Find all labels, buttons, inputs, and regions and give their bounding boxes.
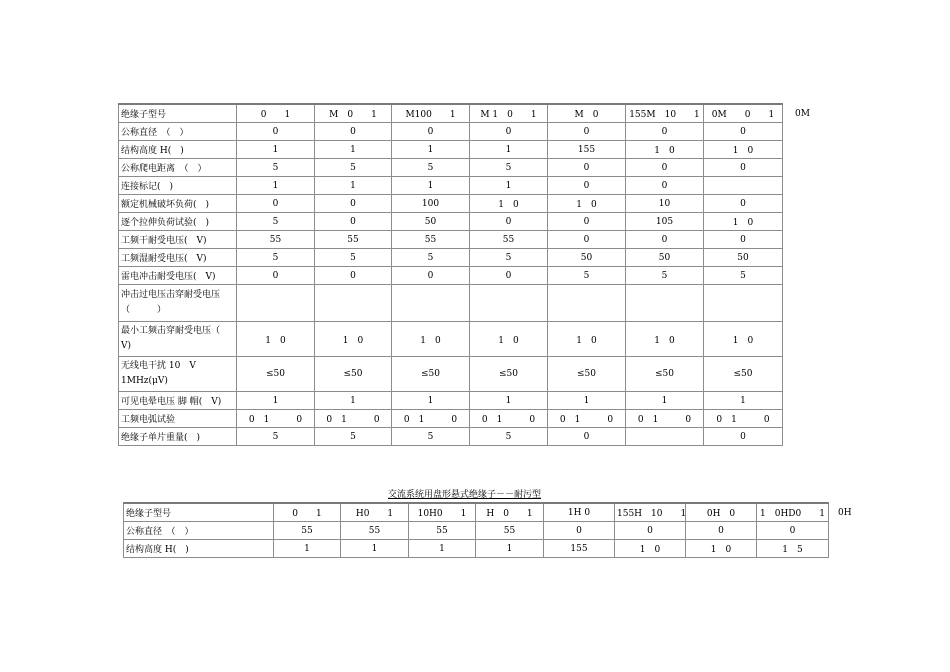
table-cell: 0 1 bbox=[274, 503, 341, 522]
table-cell: 5 bbox=[392, 159, 470, 177]
table-cell: 55 bbox=[274, 522, 341, 540]
table-cell: 1 0 bbox=[704, 213, 783, 231]
table-cell: 1 bbox=[470, 392, 548, 410]
table-cell: ≤50 bbox=[237, 357, 315, 392]
table-cell: 1 bbox=[237, 177, 315, 195]
row-label: 结构高度 H( ) bbox=[119, 141, 237, 159]
table-cell: 0 bbox=[626, 123, 704, 141]
table-cell: 1 bbox=[315, 141, 392, 159]
table-cell bbox=[626, 428, 704, 446]
table-cell: 0 bbox=[237, 195, 315, 213]
table-cell: 1 0 bbox=[626, 141, 704, 159]
table-row bbox=[119, 428, 783, 446]
table-cell bbox=[470, 285, 548, 322]
row-label: 额定机械破坏负荷( ) bbox=[119, 195, 237, 213]
row-label: 工频干耐受电压( V) bbox=[119, 231, 237, 249]
table-cell: 1 bbox=[341, 540, 409, 558]
table-cell: M100 1 bbox=[392, 104, 470, 123]
table-cell: 1 bbox=[392, 141, 470, 159]
table-cell: ≤50 bbox=[626, 357, 704, 392]
table-cell: ≤50 bbox=[315, 357, 392, 392]
table-cell: 1 0 bbox=[626, 322, 704, 357]
table-cell: 0 bbox=[392, 267, 470, 285]
table-cell: 0 bbox=[470, 213, 548, 231]
table-cell: 1H 0 bbox=[544, 503, 615, 522]
table-cell: 0 1 0 bbox=[237, 410, 315, 428]
table-cell: 1 0 bbox=[470, 195, 548, 213]
table-cell: 10 bbox=[626, 195, 704, 213]
table-cell: H 0 1 bbox=[476, 503, 544, 522]
table-cell: 5 bbox=[237, 249, 315, 267]
table-cell: 55 bbox=[476, 522, 544, 540]
table-cell: 0 1 0 bbox=[704, 410, 783, 428]
row-label: 工频湿耐受电压( V) bbox=[119, 249, 237, 267]
table-cell: 5 bbox=[626, 267, 704, 285]
table-cell: 1 bbox=[315, 177, 392, 195]
table-row bbox=[119, 267, 783, 285]
table-cell: 0 bbox=[704, 231, 783, 249]
table-cell: 1 bbox=[476, 540, 544, 558]
table-row bbox=[119, 231, 783, 249]
table-row bbox=[119, 159, 783, 177]
table-cell: 1 bbox=[237, 392, 315, 410]
table-cell: 5 bbox=[315, 249, 392, 267]
table-cell: 55 bbox=[392, 231, 470, 249]
table-cell bbox=[626, 285, 704, 322]
table-cell: 0 bbox=[626, 159, 704, 177]
table-cell: 0 1 0 bbox=[392, 410, 470, 428]
table-cell: 5 bbox=[470, 159, 548, 177]
table-cell: 0 1 0 bbox=[626, 410, 704, 428]
table-row bbox=[124, 540, 829, 558]
table-cell: 0 1 0 bbox=[548, 410, 626, 428]
table-row bbox=[119, 195, 783, 213]
row-label: 最小工频击穿耐受电压（ V) bbox=[119, 322, 237, 357]
row-label: 工频电弧试验 bbox=[119, 410, 237, 428]
table-cell: 0 bbox=[315, 195, 392, 213]
table-cell: 0 bbox=[548, 123, 626, 141]
table-cell: 155M 10 1 bbox=[626, 104, 704, 123]
table-cell: 155H 10 1 bbox=[615, 503, 686, 522]
row-label: 绝缘子单片重量( ) bbox=[119, 428, 237, 446]
table-cell: 50 bbox=[626, 249, 704, 267]
table-row bbox=[124, 522, 829, 540]
table-cell: 0 bbox=[237, 123, 315, 141]
table-cell: 1 bbox=[470, 141, 548, 159]
table-cell: 0 bbox=[757, 522, 829, 540]
table-cell: 0 bbox=[470, 123, 548, 141]
table-cell: 0 bbox=[615, 522, 686, 540]
table-cell: 55 bbox=[237, 231, 315, 249]
table-cell: M 1 0 1 bbox=[470, 104, 548, 123]
table-cell: 5 bbox=[315, 159, 392, 177]
table-cell: M 0 1 bbox=[315, 104, 392, 123]
table-cell: 10H0 1 bbox=[409, 503, 476, 522]
table-cell: 1 5 bbox=[757, 540, 829, 558]
table-cell: 5 bbox=[237, 159, 315, 177]
table1-overflow-text: 0M bbox=[795, 109, 810, 119]
table-cell: 1 bbox=[315, 392, 392, 410]
table-cell: 50 bbox=[392, 213, 470, 231]
table-row bbox=[119, 249, 783, 267]
table-cell: ≤50 bbox=[548, 357, 626, 392]
table-cell: 0 1 0 bbox=[470, 410, 548, 428]
table-cell: 1 bbox=[392, 392, 470, 410]
table-cell: 55 bbox=[341, 522, 409, 540]
insulator-spec-table bbox=[118, 103, 783, 446]
table-cell: 1 bbox=[392, 177, 470, 195]
table-cell: 1 0 bbox=[470, 322, 548, 357]
table-row bbox=[119, 213, 783, 231]
table-cell: 0 bbox=[548, 213, 626, 231]
table-cell: 1 bbox=[626, 392, 704, 410]
table-cell: ≤50 bbox=[392, 357, 470, 392]
table-cell: 1 0 bbox=[392, 322, 470, 357]
table-cell: 1 bbox=[274, 540, 341, 558]
table-cell: 0 bbox=[548, 231, 626, 249]
table-cell bbox=[237, 285, 315, 322]
table-cell: 0 1 bbox=[237, 104, 315, 123]
table2-overflow-text: 0H bbox=[838, 508, 852, 518]
table-cell: 100 bbox=[392, 195, 470, 213]
row-label: 连接标记( ) bbox=[119, 177, 237, 195]
table-cell: 1 0 bbox=[548, 322, 626, 357]
antifouling-insulator-spec-table bbox=[123, 502, 829, 558]
table-cell: 0 bbox=[686, 522, 757, 540]
table-cell: 55 bbox=[409, 522, 476, 540]
row-label: 雷电冲击耐受电压( V) bbox=[119, 267, 237, 285]
table-cell bbox=[704, 177, 783, 195]
table-cell: 0 1 0 bbox=[315, 410, 392, 428]
table-cell bbox=[548, 285, 626, 322]
table-cell: 1 0 bbox=[315, 322, 392, 357]
table-cell: 0 bbox=[315, 123, 392, 141]
table-cell: 1 0 bbox=[704, 141, 783, 159]
table-cell: 0 bbox=[626, 231, 704, 249]
row-label: 逐个拉伸负荷试验( ) bbox=[119, 213, 237, 231]
table-cell: 5 bbox=[237, 428, 315, 446]
row-label: 公称直径 （ ） bbox=[124, 522, 274, 540]
table-cell: 0 bbox=[544, 522, 615, 540]
table-cell: 5 bbox=[392, 249, 470, 267]
table-cell: 5 bbox=[470, 428, 548, 446]
table-cell: 0 bbox=[704, 428, 783, 446]
table-cell: 5 bbox=[315, 428, 392, 446]
table-cell: 0 bbox=[237, 267, 315, 285]
table-cell: 105 bbox=[626, 213, 704, 231]
table-cell: 1 bbox=[470, 177, 548, 195]
row-label: 冲击过电压击穿耐受电压（ ） bbox=[119, 285, 237, 322]
table-cell: 0 bbox=[470, 267, 548, 285]
table-row bbox=[119, 285, 783, 322]
table-cell: 1 0HD0 1 bbox=[757, 503, 829, 522]
table-cell: 1 0 bbox=[548, 195, 626, 213]
table-cell: 1 0 bbox=[615, 540, 686, 558]
table-row bbox=[119, 141, 783, 159]
table-cell: 0 bbox=[315, 267, 392, 285]
table-cell: 5 bbox=[470, 249, 548, 267]
table-cell: 55 bbox=[315, 231, 392, 249]
table-cell: 50 bbox=[548, 249, 626, 267]
table-cell: 0 bbox=[704, 159, 783, 177]
table-cell: ≤50 bbox=[470, 357, 548, 392]
table-cell: 0 bbox=[704, 123, 783, 141]
table2-caption: 交流系统用盘形悬式绝缘子－－耐污型 bbox=[388, 490, 542, 500]
table-cell: 0 bbox=[548, 177, 626, 195]
table-row bbox=[119, 410, 783, 428]
table-cell: 1 bbox=[237, 141, 315, 159]
table-cell: 155 bbox=[544, 540, 615, 558]
row-label: 绝缘子型号 bbox=[124, 503, 274, 522]
table-cell: 155 bbox=[548, 141, 626, 159]
table-row bbox=[119, 322, 783, 357]
table-row bbox=[119, 177, 783, 195]
table-cell: 5 bbox=[548, 267, 626, 285]
table-cell: 0 bbox=[548, 159, 626, 177]
row-label: 绝缘子型号 bbox=[119, 104, 237, 123]
table-cell: 0 bbox=[626, 177, 704, 195]
table-cell: 1 0 bbox=[237, 322, 315, 357]
table-cell: 0 bbox=[392, 123, 470, 141]
table-cell: 1 bbox=[409, 540, 476, 558]
table-cell: 0 bbox=[548, 428, 626, 446]
table-cell bbox=[704, 285, 783, 322]
row-label: 公称直径 （ ） bbox=[119, 123, 237, 141]
table-cell: 1 0 bbox=[704, 322, 783, 357]
table-cell: 0 bbox=[315, 213, 392, 231]
table-row bbox=[119, 392, 783, 410]
table-cell: 0H 0 bbox=[686, 503, 757, 522]
table-cell: 5 bbox=[704, 267, 783, 285]
table-cell: 55 bbox=[470, 231, 548, 249]
table-cell: 1 0 bbox=[686, 540, 757, 558]
table-cell: H0 1 bbox=[341, 503, 409, 522]
table-row bbox=[119, 104, 783, 123]
table-cell: 0M 0 1 bbox=[704, 104, 783, 123]
row-label: 无线电干扰 10 V 1MHz(μV) bbox=[119, 357, 237, 392]
table-cell: 0 bbox=[704, 195, 783, 213]
table-cell: 5 bbox=[392, 428, 470, 446]
table-cell: 1 bbox=[548, 392, 626, 410]
row-label: 可见电晕电压 脚 帽( V) bbox=[119, 392, 237, 410]
row-label: 结构高度 H( ) bbox=[124, 540, 274, 558]
table-cell: 1 bbox=[704, 392, 783, 410]
table-cell: 5 bbox=[237, 213, 315, 231]
table-cell bbox=[315, 285, 392, 322]
row-label: 公称爬电距离 （ ） bbox=[119, 159, 237, 177]
table-row bbox=[119, 357, 783, 392]
table-cell bbox=[392, 285, 470, 322]
table-cell: 50 bbox=[704, 249, 783, 267]
table-row bbox=[124, 503, 829, 522]
table-cell: M 0 bbox=[548, 104, 626, 123]
table-cell: ≤50 bbox=[704, 357, 783, 392]
table-row bbox=[119, 123, 783, 141]
